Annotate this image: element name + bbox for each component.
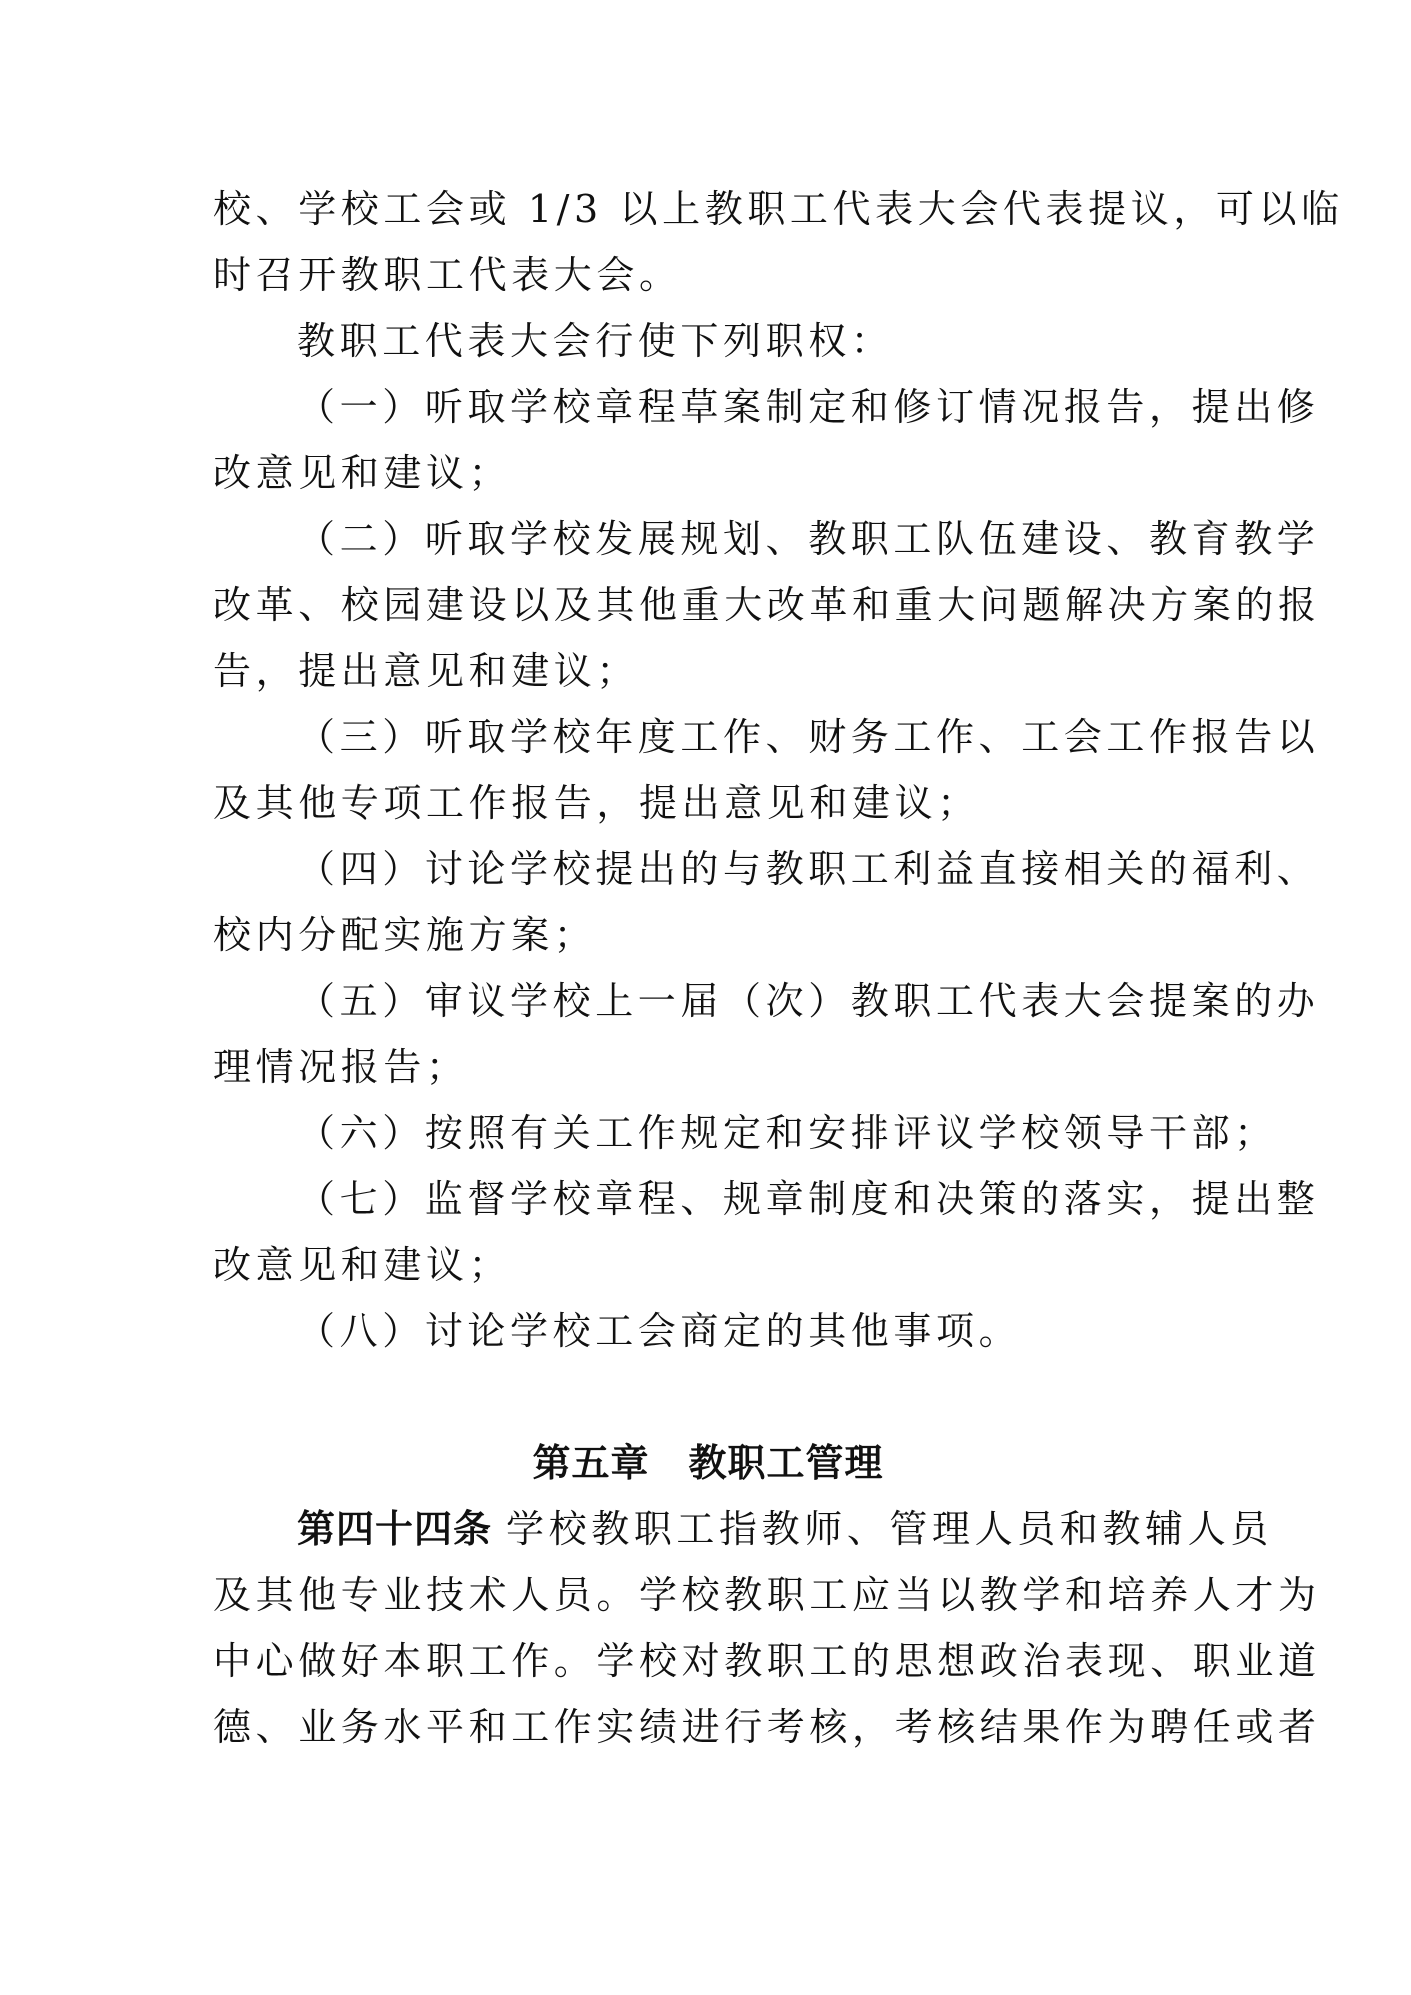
- section-spacer: [213, 1364, 1203, 1430]
- paragraph-line: 校、学校工会或 1/3 以上教职工代表大会代表提议，可以临: [213, 187, 1344, 231]
- article-text: 学校教职工指教师、管理人员和教辅人员: [506, 1507, 1273, 1551]
- article-line: 中心做好本职工作。学校对教职工的思想政治表现、职业道: [213, 1639, 1321, 1683]
- paragraph-line: 时召开教职工代表大会。: [213, 253, 682, 297]
- chapter-heading: 第五章 教职工管理: [532, 1440, 884, 1485]
- list-item-5-line: （五）审议学校上一届（次）教职工代表大会提案的办: [297, 979, 1320, 1023]
- article-number: 第四十四条: [297, 1506, 493, 1551]
- list-item-4-line: 校内分配实施方案；: [213, 913, 597, 957]
- list-item-7-line: （七）监督学校章程、规章制度和决策的落实，提出整: [297, 1177, 1320, 1221]
- list-item-2-line: 告，提出意见和建议；: [213, 649, 640, 693]
- list-item-3-line: （三）听取学校年度工作、财务工作、工会工作报告以: [297, 715, 1320, 759]
- paragraph-line: 教职工代表大会行使下列职权：: [297, 319, 894, 363]
- article-line: 及其他专业技术人员。学校教职工应当以教学和培养人才为: [213, 1573, 1321, 1617]
- article-line: 德、业务水平和工作实绩进行考核，考核结果作为聘任或者: [213, 1705, 1321, 1749]
- article-first-line: [213, 1496, 1273, 1562]
- list-item-5-line: 理情况报告；: [213, 1045, 469, 1089]
- list-item-2-line: （二）听取学校发展规划、教职工队伍建设、教育教学: [297, 517, 1320, 561]
- list-item-2-line: 改革、校园建设以及其他重大改革和重大问题解决方案的报: [213, 583, 1321, 627]
- list-item-7-line: 改意见和建议；: [213, 1243, 512, 1287]
- document-body: [213, 176, 1344, 1760]
- list-item-3-line: 及其他专项工作报告，提出意见和建议；: [213, 781, 980, 825]
- list-item-4-line: （四）讨论学校提出的与教职工利益直接相关的福利、: [297, 847, 1320, 891]
- list-item-1-line: （一）听取学校章程草案制定和修订情况报告，提出修: [297, 385, 1320, 429]
- list-item-1-line: 改意见和建议；: [213, 451, 512, 495]
- list-item-8-line: （八）讨论学校工会商定的其他事项。: [297, 1309, 1022, 1353]
- list-item-6-line: （六）按照有关工作规定和安排评议学校领导干部；: [297, 1111, 1277, 1155]
